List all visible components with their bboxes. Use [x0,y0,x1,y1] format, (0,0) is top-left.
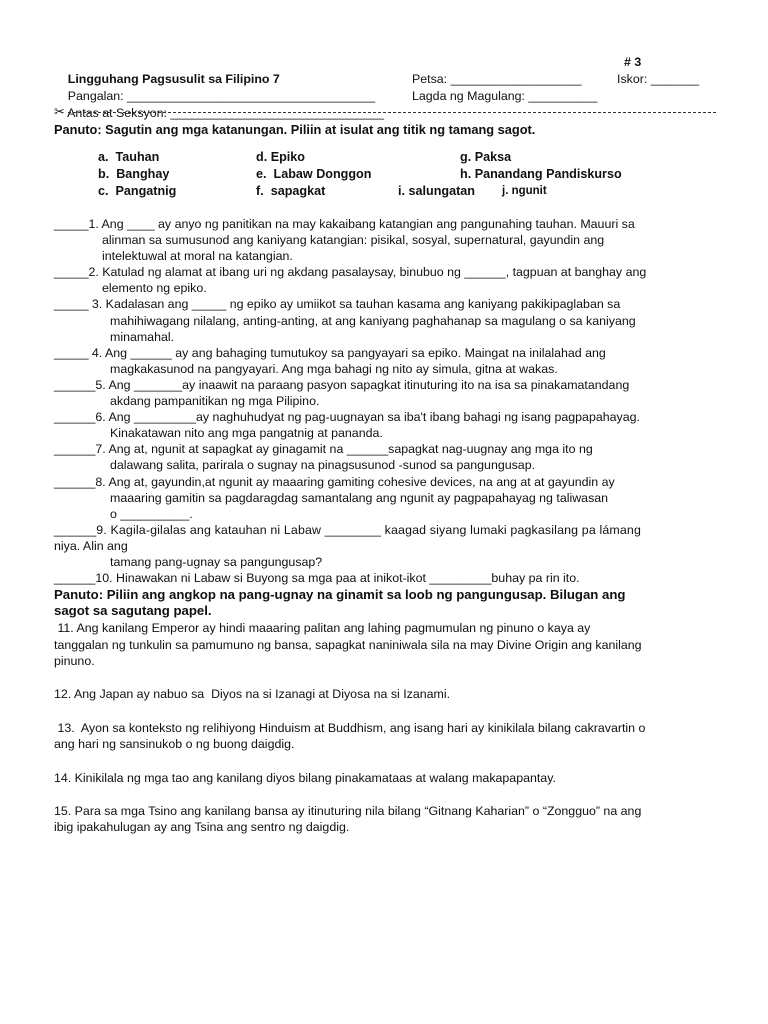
choice-a: a. Tauhan [98,150,160,164]
choice-d: d. Epiko [256,150,305,164]
choice-e: e. Labaw Donggon [256,167,372,181]
choice-f: f. sapagkat [256,184,326,198]
item-line: pinuno. [54,653,95,668]
item-line: 15. Para sa mga Tsino ang kanilang bansa ay itinuturing nila bilang “Gitnang Kaharian” o “Zongguo” na ang [54,804,642,818]
question-line: o __________. [110,506,193,521]
item-line: 12. Ang Japan ay nabuo sa Diyos na si Izanagi at Diyosa na si Izanami. [54,687,451,702]
question-line: _____1. Ang ____ ay anyo ng panitikan na may kakaibang katangian ang pangunahing tauhan. Mauuri sa [54,217,635,231]
part1-instruction: Panuto: Sagutin ang mga katanungan. Piliin at isulat ang titik ng tamang sagot. [54,122,536,137]
header-section-row [54,88,716,120]
choice-c: c. Pangatnig [98,184,177,198]
question-6 [54,409,716,441]
question-9 [54,522,716,570]
question-4 [54,345,716,377]
date-field-label: Petsa: ___________________ [412,72,582,86]
part2-instruction-line: sagot sa sagutang papel. [54,603,212,619]
item-line: ang hari ng sansinukob o ng buong daigdig. [54,737,295,752]
question-line: intelektuwal at moral na katangian. [102,249,293,264]
question-line: akdang pampanitikan ng mga Pilipino. [110,394,320,409]
quiz-title: Lingguhang Pagsusulit sa Filipino 7 [67,72,280,86]
question-8 [54,474,716,522]
item-line: ibig ipakahulugan ay ang Tsina ang sentro ng daigdig. [54,820,350,835]
choice-g: g. Paksa [460,150,512,164]
quiz-sheet [54,54,716,836]
section-field-label: Antas at Seksyon: _______________________________ [67,106,385,120]
part2-instruction-line: Panuto: Piliin ang angkop na pang-ugnay na ginamit sa loob ng pangungusap. Bilugan ang [54,587,626,603]
parent-sign-field-label: Lagda ng Magulang: __________ [412,89,598,103]
question-line: ______5. Ang _______ay inaawit na paraang pasyon sapagkat itinuturing ito na isa sa pinakamatandang [54,377,630,392]
question-line: maaaring gamitin sa pagdaragdag samantalang ang ngunit ay pagpapahayag ng taliwasan [110,490,609,505]
question-line: elemento ng epiko. [102,281,207,296]
item-line: 14. Kinikilala ng mga tao ang kanilang diyos bilang pinakamataas at walang makapapantay. [54,770,556,785]
choice-i: i. salungatan [398,184,475,198]
name-field-label: Pangalan: ____________________________________ [67,89,376,103]
dashed-divider [68,112,716,113]
part2-item-12 [54,686,716,702]
answer-choices [54,150,716,204]
question-10 [54,570,716,586]
item-line: tanggalan ng tunkulin sa pamumuno ng bansa, sapagkat naniniwala sila na may Divine Origin ang kanilang [54,637,642,652]
question-line: mahihiwagang nilalang, anting-anting, at ang kaniyang paghahanap sa magulang o sa kaniyang [110,313,636,328]
question-line: niya. Alin ang [54,538,128,553]
question-1 [54,216,716,264]
part2-item-15 [54,803,716,836]
part1-questions [54,216,716,586]
question-7 [54,441,716,473]
question-5 [54,377,716,409]
quiz-number: # 3 [624,55,642,69]
question-line: tamang pang-ugnay sa pangungusap? [110,554,323,569]
question-line: ______9. Kagila-gilalas ang katauhan ni Labaw ________ kaagad siyang lumaki pagkasilang pa lámang [54,522,642,537]
question-2 [54,264,716,296]
question-line: _____ 4. Ang ______ ay ang bahaging tumutukoy sa pangyayari sa epiko. Maingat na inilalahad ang [54,345,606,360]
question-line: _____ 3. Kadalasan ang _____ ng epiko ay umiikot sa tauhan kasama ang kaniyang pakikipaglaban sa [54,297,621,312]
part2-item-11 [54,620,716,669]
question-line: magkakasunod na pangyayari. Ang mga bahagi ng nito ay simula, gitna at wakas. [110,361,558,376]
part2-item-14 [54,770,716,786]
part2-item-13 [54,720,716,753]
question-line: ______10. Hinawakan ni Labaw si Buyong sa mga paa at inikot-ikot _________buhay pa rin ito. [54,571,580,586]
question-line: Kinakatawan nito ang mga pangatnig at pananda. [110,426,383,441]
cut-line [54,105,716,119]
choice-h: h. Panandang Pandiskurso [460,167,622,181]
item-line: 11. Ang kanilang Emperor ay hindi maaaring palitan ang lahing pagmumulan ng pinuno o kaya ay [54,621,591,636]
question-line: ______8. Ang at, gayundin,at ngunit ay maaaring gamiting cohesive devices, na ang at at gayundin ay [54,474,615,489]
question-line: alinman sa sumusunod ang kaniyang katangian: pisikal, sosyal, supernatural, gayundin ang [102,233,605,248]
question-line: _____2. Katulad ng alamat at ibang uri ng akdang pasalaysay, binubuo ng ______, tagpuan at banghay ang [54,265,647,280]
scissors-icon: ✂ [54,105,65,119]
question-3 [54,296,716,344]
item-line: 13. Ayon sa konteksto ng relihiyong Hinduism at Buddhism, ang isang hari ay kinikilala bilang cakravartin o [54,720,646,735]
choice-b: b. Banghay [98,167,170,181]
part2-instruction [54,587,716,619]
choice-j: j. ngunit [502,185,547,197]
question-line: ______6. Ang _________ay naghuhudyat ng pag-uugnayan sa iba't ibang bahagi ng isang pagpapahayag. [54,410,640,425]
question-line: dalawang salita, parirala o sugnay na pinagsusunod -sunod sa pangungusap. [110,458,536,473]
score-field-label: Iskor: _______ [617,72,699,86]
question-line: ______7. Ang at, ngunit at sapagkat ay ginagamit na ______sapagkat nag-uugnay ang mga ito ng [54,442,593,457]
question-line: minamahal. [110,329,175,344]
